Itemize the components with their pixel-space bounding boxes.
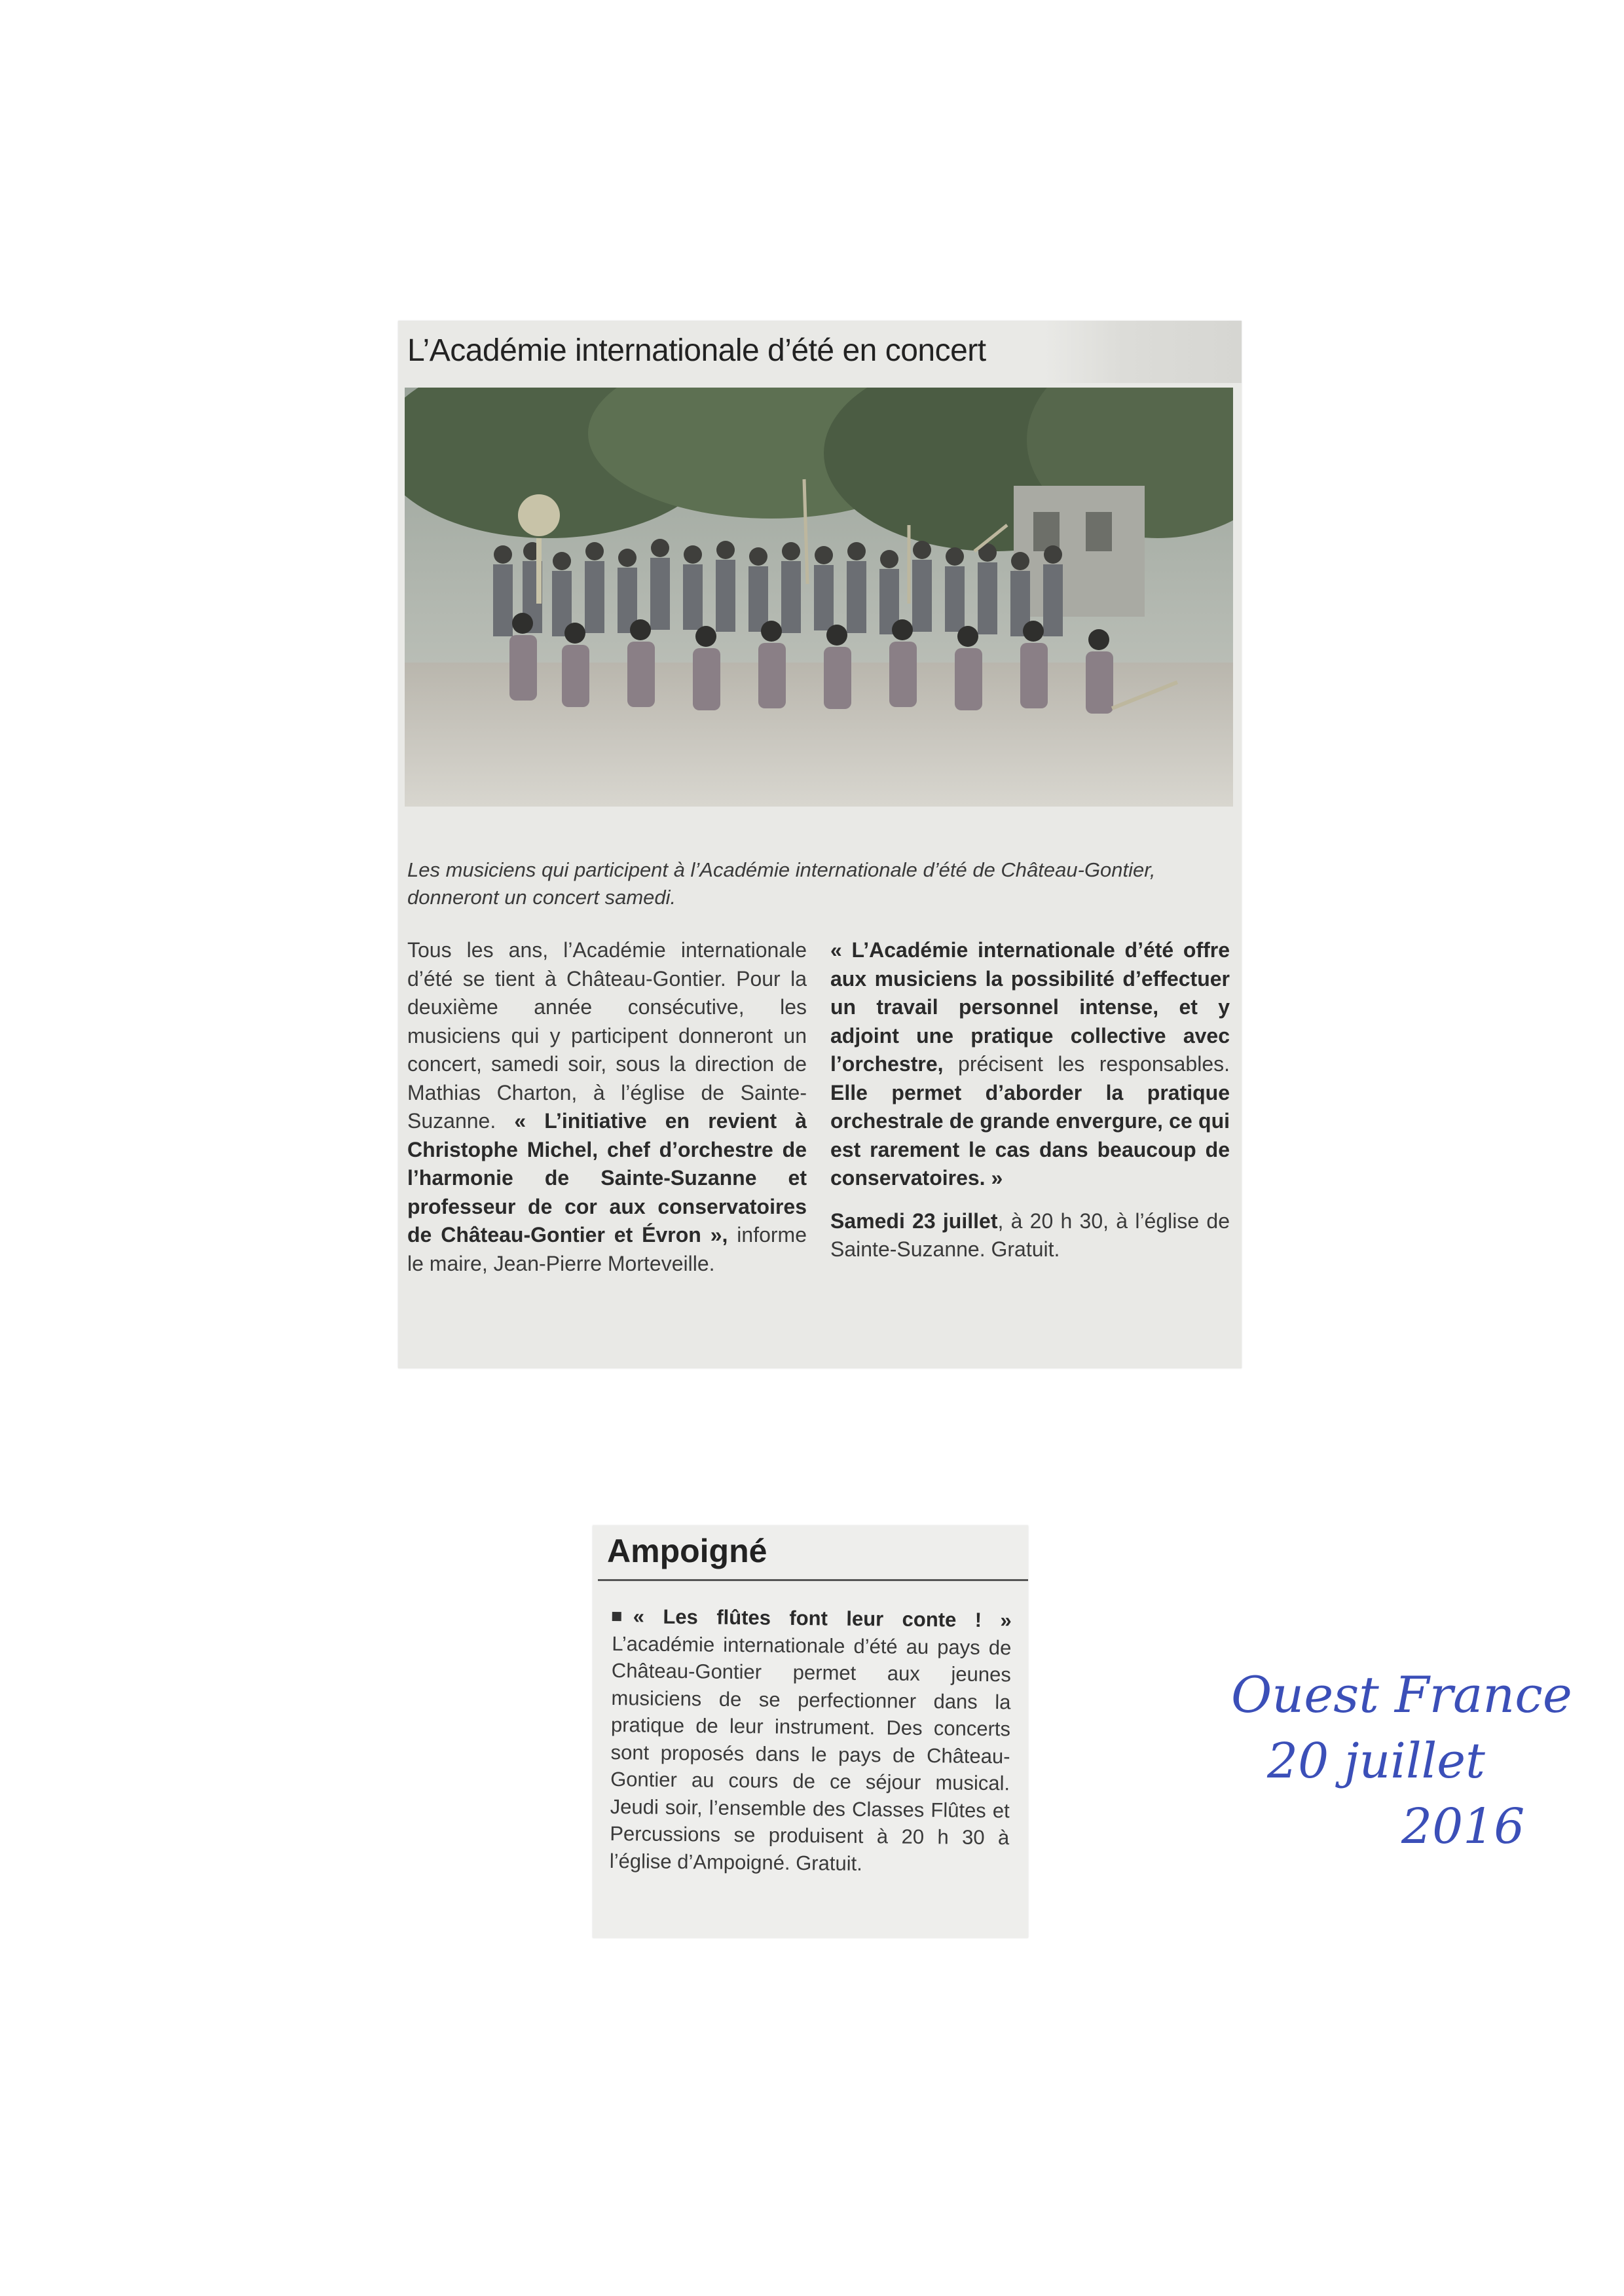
col2-quote-part2: Elle permet d’aborder la pratique orchestrale de grande envergure, ce qui est rarement le cas dans beaucoup de conservatoires. »	[830, 1080, 1230, 1190]
handwritten-line-2: 20 juillet	[1267, 1733, 1485, 1789]
article-clipping	[398, 321, 1242, 1368]
col1-intro-text: Tous les ans, l’Académie internationale d’été se tient à Château-Gontier. Pour la deuxième année consécutive, les musiciens qui y participent donneront un concert, samedi soir, sous la direction de Mathias Charton, à l’église de Sainte-Suzanne.	[407, 938, 807, 1133]
brief-clipping	[593, 1525, 1028, 1938]
article-column-left	[407, 936, 807, 1278]
concert-date: Samedi 23 juillet	[830, 1209, 998, 1233]
heading-rule	[598, 1579, 1028, 1581]
handwriting-svg	[1225, 1656, 1591, 1866]
handwritten-note	[1225, 1656, 1591, 1866]
concert-venue: , à 20 h 30, à l’église de Sainte-Suzanne. Gratuit.	[830, 1209, 1230, 1261]
brief-text: L’académie internationale d’été au pays de Château-Gontier permet aux jeunes musiciens de se perfectionner dans la pratique de leur instrument. Des concerts sont proposés dans le pays de Château-Gontier au cours de ce séjour musical. Jeudi soir, l’ensemble des Classes Flûtes et Percussions se produisent à 20 h 30 à l’église d’Ampoigné. Gratuit.	[609, 1631, 1012, 1875]
brief-body	[610, 1603, 1012, 1878]
photo-caption: Les musiciens qui participent à l’Académie internationale d’été de Château-Gontier, donneront un concert samedi.	[407, 858, 1156, 909]
orchestra-photo	[405, 388, 1233, 807]
article-title: L’Académie internationale d’été en concert	[407, 333, 986, 368]
col1-tail-text: informe le maire, Jean-Pierre Morteveille.	[407, 1223, 807, 1275]
bleed-through-area	[1045, 321, 1242, 383]
bullet-square-icon	[612, 1612, 621, 1621]
col2-quote-part1: « L’Académie internationale d’été offre aux musiciens la possibilité d’effectuer un travail personnel intense, et y adjoint une pratique collective avec l’orchestre,	[830, 938, 1230, 1076]
brief-heading: Ampoigné	[607, 1533, 767, 1569]
brief-lead: « Les flûtes font leur conte ! »	[633, 1605, 1012, 1632]
handwritten-line-3: 2016	[1401, 1798, 1525, 1855]
col2-attribution: précisent les responsables.	[943, 1052, 1230, 1076]
article-column-right	[830, 936, 1230, 1264]
col1-quote-text: « L’initiative en revient à Christophe Michel, chef d’orchestre de l’harmonie de Sainte-Suzanne et professeur de cor aux conservatoires de Château-Gontier et Évron »,	[407, 1109, 807, 1247]
handwritten-line-1: Ouest France	[1231, 1666, 1572, 1724]
group-photo-illustration	[405, 388, 1233, 807]
